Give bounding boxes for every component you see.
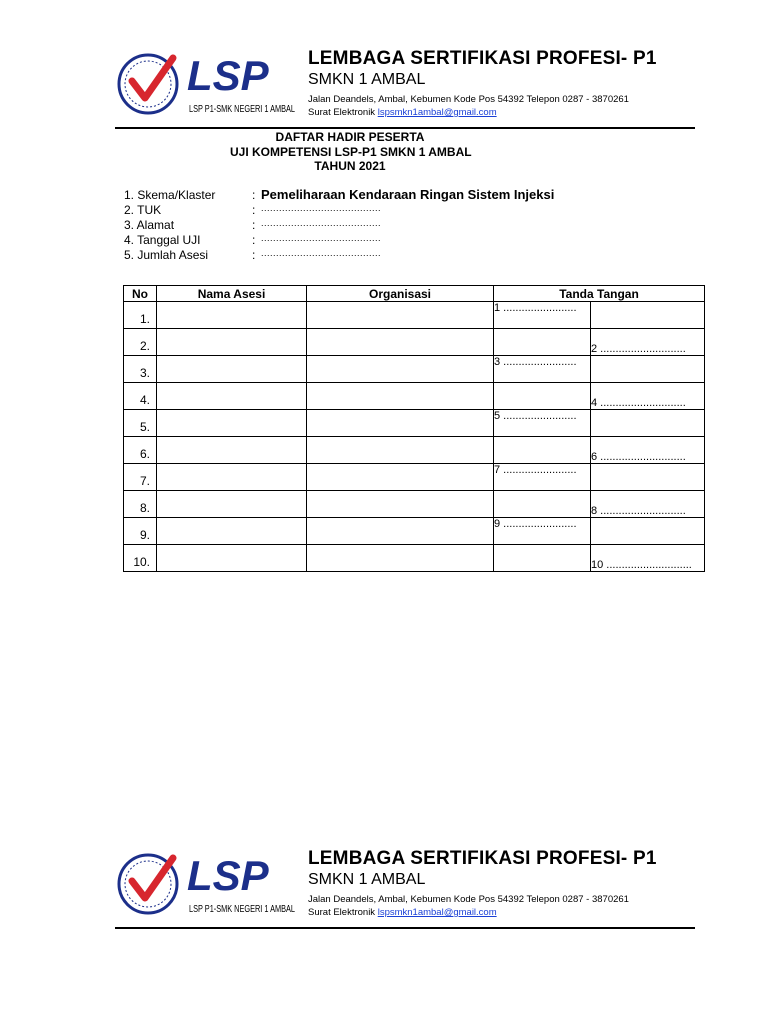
cell-signature-right[interactable]: 10 ............................: [591, 545, 705, 572]
table-row: [124, 410, 705, 437]
cell-signature-left[interactable]: [494, 545, 591, 572]
cell-signature-left[interactable]: 3 ........................: [494, 356, 591, 383]
info-colon: :: [252, 233, 256, 247]
cell-signature-right[interactable]: 2 ............................: [591, 329, 705, 356]
info-label: 4. Tanggal UJI: [124, 233, 201, 247]
table-row: [124, 329, 705, 356]
info-label: 3. Alamat: [124, 218, 175, 232]
header-rule: [115, 927, 695, 929]
cell-signature-right[interactable]: 6 ............................: [591, 437, 705, 464]
info-colon: :: [252, 218, 256, 232]
cell-organisasi[interactable]: [307, 410, 494, 437]
cell-organisasi[interactable]: [307, 302, 494, 329]
cell-organisasi[interactable]: [307, 383, 494, 410]
cell-signature-left[interactable]: 1 ........................: [494, 302, 591, 329]
cell-organisasi[interactable]: [307, 356, 494, 383]
cell-signature-left[interactable]: [494, 383, 591, 410]
org-address: Jalan Deandels, Ambal, Kebumen Kode Pos 54392 Telepon 0287 - 3870261: [308, 894, 629, 905]
logo-caption: LSP P1-SMK NEGERI 1 AMBAL: [189, 904, 296, 915]
table-row: [124, 464, 705, 491]
email-link[interactable]: lspsmkn1ambal@gmail.com: [377, 107, 497, 118]
org-title: LEMBAGA SERTIFIKASI PROFESI- P1: [308, 48, 657, 69]
info-value: Pemeliharaan Kendaraan Ringan Sistem Injeksi: [261, 187, 555, 202]
table-row: [124, 491, 705, 518]
info-label: 5. Jumlah Asesi: [124, 248, 209, 262]
info-colon: :: [252, 248, 256, 262]
cell-no: 10.: [124, 545, 157, 572]
cell-signature-right[interactable]: [591, 410, 705, 437]
cell-signature-right[interactable]: [591, 518, 705, 545]
cell-organisasi[interactable]: [307, 518, 494, 545]
cell-signature-left[interactable]: 9 ........................: [494, 518, 591, 545]
header-organisasi: Organisasi: [307, 286, 494, 302]
lsp-logo: [115, 48, 300, 118]
heading-line-2: UJI KOMPETENSI LSP-P1 SMKN 1 AMBAL: [230, 144, 472, 159]
cell-signature-left[interactable]: [494, 437, 591, 464]
header-name: Nama Asesi: [157, 286, 307, 302]
org-title: LEMBAGA SERTIFIKASI PROFESI- P1: [308, 848, 657, 869]
cell-signature-left[interactable]: [494, 329, 591, 356]
header-rule: [115, 127, 695, 129]
cell-no: 1.: [124, 302, 157, 329]
info-value: ........................................: [261, 218, 382, 228]
info-colon: :: [252, 188, 256, 202]
attendance-table: [123, 285, 705, 572]
cell-organisasi[interactable]: [307, 329, 494, 356]
cell-no: 6.: [124, 437, 157, 464]
org-subtitle: SMKN 1 AMBAL: [308, 871, 426, 888]
logo-text: LSP: [187, 852, 269, 899]
cell-no: 2.: [124, 329, 157, 356]
info-value: ........................................: [261, 248, 382, 258]
cell-nama-asesi[interactable]: [157, 383, 307, 410]
cell-no: 8.: [124, 491, 157, 518]
logo-text: LSP: [187, 52, 269, 99]
letterhead-top: [115, 48, 695, 140]
email-label: Surat Elektronik: [308, 907, 376, 918]
org-subtitle: SMKN 1 AMBAL: [308, 71, 426, 88]
table-row: [124, 545, 705, 572]
cell-no: 7.: [124, 464, 157, 491]
cell-nama-asesi[interactable]: [157, 545, 307, 572]
table-header-row: [124, 286, 705, 302]
cell-nama-asesi[interactable]: [157, 518, 307, 545]
heading-line-1: DAFTAR HADIR PESERTA: [275, 130, 425, 144]
header-tanda-tangan: Tanda Tangan: [494, 286, 705, 302]
letterhead-bottom: [115, 848, 695, 940]
cell-no: 9.: [124, 518, 157, 545]
table-row: [124, 437, 705, 464]
info-value: ........................................: [261, 233, 382, 243]
org-email-line: [308, 107, 497, 118]
logo-caption: LSP P1-SMK NEGERI 1 AMBAL: [189, 104, 296, 115]
table-row: [124, 302, 705, 329]
cell-nama-asesi[interactable]: [157, 464, 307, 491]
cell-signature-right[interactable]: [591, 302, 705, 329]
cell-organisasi[interactable]: [307, 545, 494, 572]
cell-signature-left[interactable]: 7 ........................: [494, 464, 591, 491]
cell-no: 5.: [124, 410, 157, 437]
cell-organisasi[interactable]: [307, 437, 494, 464]
cell-signature-right[interactable]: 8 ............................: [591, 491, 705, 518]
cell-signature-right[interactable]: [591, 464, 705, 491]
cell-nama-asesi[interactable]: [157, 491, 307, 518]
info-colon: :: [252, 203, 256, 217]
table-row: [124, 383, 705, 410]
cell-nama-asesi[interactable]: [157, 356, 307, 383]
cell-signature-right[interactable]: 4 ............................: [591, 383, 705, 410]
table-body: [124, 302, 705, 572]
cell-no: 3.: [124, 356, 157, 383]
email-label: Surat Elektronik: [308, 107, 376, 118]
org-address: Jalan Deandels, Ambal, Kebumen Kode Pos 54392 Telepon 0287 - 3870261: [308, 94, 629, 105]
email-link[interactable]: lspsmkn1ambal@gmail.com: [377, 907, 497, 918]
table-row: [124, 356, 705, 383]
info-label: 2. TUK: [124, 203, 162, 217]
cell-signature-left[interactable]: [494, 491, 591, 518]
cell-organisasi[interactable]: [307, 491, 494, 518]
info-value: ........................................: [261, 203, 382, 213]
cell-nama-asesi[interactable]: [157, 437, 307, 464]
document-heading: [230, 130, 470, 174]
lsp-logo: [115, 848, 300, 918]
header-no: No: [124, 286, 157, 302]
info-label: 1. Skema/Klaster: [124, 188, 216, 202]
org-email-line: [308, 907, 497, 918]
cell-nama-asesi[interactable]: [157, 410, 307, 437]
cell-signature-left[interactable]: 5 ........................: [494, 410, 591, 437]
cell-no: 4.: [124, 383, 157, 410]
table-row: [124, 518, 705, 545]
cell-organisasi[interactable]: [307, 464, 494, 491]
cell-signature-right[interactable]: [591, 356, 705, 383]
cell-nama-asesi[interactable]: [157, 329, 307, 356]
heading-line-3: TAHUN 2021: [314, 159, 386, 173]
cell-nama-asesi[interactable]: [157, 302, 307, 329]
